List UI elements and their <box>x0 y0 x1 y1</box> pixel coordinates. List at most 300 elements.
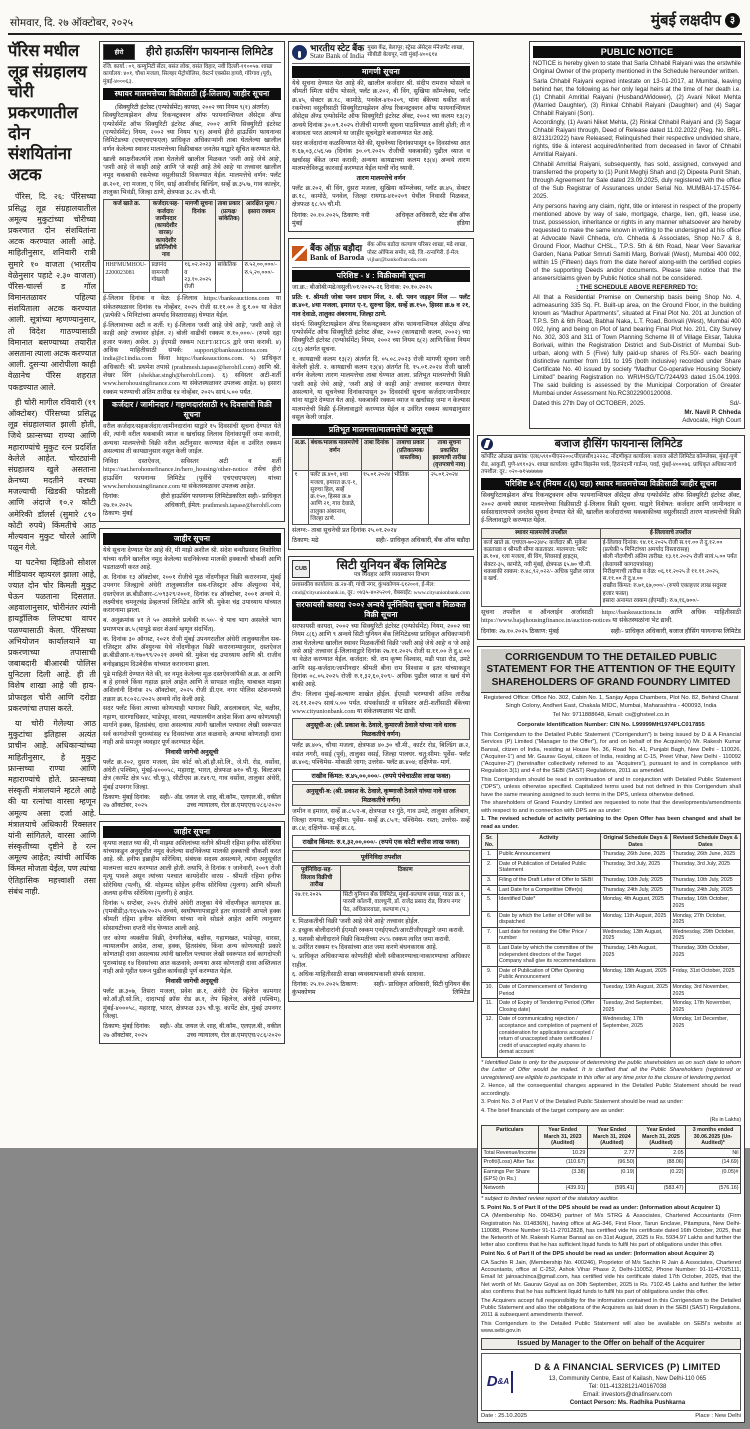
publication-date: २५.०१.२०२४ <box>429 471 470 525</box>
demand-notice-date: १६.०२.२०२३ व २३.१०.२०२५ रोजी <box>182 261 215 293</box>
hero-intro <box>103 112 281 197</box>
dna-email: Email: investors@dnafinserv.com <box>583 1391 672 1398</box>
hero-address: रजि. कार्या.: ०९, कम्युनिटी सेंटर, बसंत लोक, वसंत विहार, नवी दिल्ली-११००५७. शाखा कार्यालय: ४०१, चौथा मजला, सिल्व्हर मेट्रोपोलिस, वेस्टर्न एक्स्प्रेस हायवे, गोरेगाव (पूर्व), मुंबई-४०००६३. <box>103 64 273 85</box>
sbi-address: मुख्य केंद्र, बेलापूर; स्ट्रेस्ड ॲसेट्स मॅनेजमेंट शाखा, सीबीडी बेलापूर, नवी मुंबई-४००६१४ <box>367 45 464 59</box>
fy2025-value: (583.47) <box>636 1184 685 1194</box>
corrigendum-paragraph: The shareholders of Grand Foundry Limited are requested to note that the developments/amendments with respect to and in connection with DPS are as under: <box>481 800 741 814</box>
bob-schedule-table <box>292 438 470 525</box>
public-notice-marathi-2 <box>99 821 285 1044</box>
cub-term-item: ६. अधिक माहितीसाठी शाखा व्यवस्थापकाशी संपर्क साधावा. <box>292 970 425 978</box>
schedule-activity: Date of Publication of Detailed Public Statement <box>497 859 601 875</box>
bob-sale-notice <box>288 238 474 549</box>
cub-term-item: २. इच्छुक बोलीदारांनी ईएमडी रक्कम एनईएफटी/आरटीजीएसद्वारे जमा करावी. <box>292 926 465 934</box>
bajaj-footer-left: दिनांक: २७.१०.२०२५ ठिकाण: मुंबई <box>481 627 559 635</box>
hero-band-sale: स्थावर मालमत्तेच्या विक्रीसाठी (ई-लिलाव) जाहीर सूचना <box>103 88 281 100</box>
schedule-activity: Date of Expiry of Tendering Period (Offer Closing date) <box>497 999 601 1015</box>
sbi-footer-sign: अधिकृत अधिकारी, स्टेट बँक ऑफ इंडिया <box>395 211 470 228</box>
bajaj-auction-line: इसारा अनामत रक्कम (ईएमडी): रु.७,१६,७००/- <box>602 597 699 604</box>
notice1-footer-sign: सही/- ॲड. जयल जे. शाह, बी.कॉम., एलएल.बी., वकील उच्च न्यायालय, रोल क्र.एमएएच/२८६/२०२० <box>159 794 281 810</box>
schedule-revised-date: Friday, 31st October, 2025 <box>671 966 741 982</box>
schedule-body <box>482 850 741 1058</box>
bob-attach-line: संलग्न:- ताबा सूचनेची प्रत दिनांक २५.०१.२०२४ <box>292 527 397 535</box>
public-notice-schedule-heading: : THE SCHEDULE ABOVE REFERRED TO: <box>576 284 698 292</box>
notice1-paragraph: अ. दिनांक १३ ऑक्टोबर, २००१ रोजीचे मूळ नोंदणीकृत विक्री करारनामा, मुंबई उपनगर जिल्ह्याचे अंधेरी तालुक्यातील सब-रजिस्ट्रार ऑफ ॲश्युरन्स येथे, दस्तऐवज क्र.बीडीआर-८/०९३२९/२००१, दिनांक १४ ऑक्टोबर, २००१ अन्वये मे. लक्ष्मीचंद चमनूरचंद्र डेव्हलपर्स लिमिटेड आणि श्री. मुकेश चंद्र उपाध्याय यांच्यात करारनामा झाला. <box>103 574 281 615</box>
bob-footer-left: ठिकाण: मढे <box>292 537 319 545</box>
schedule-row <box>482 1015 741 1058</box>
cub-address: प्रशासकीय कार्यालय: क्र.२४-बी, गांधी नगर, कुंभकोणम-६१२००१, ई-मेल: cmd@cityunionbank.in, दूर.: ०४३५-४०२५२०१, वेबसाईट: www.cityunionbank.com <box>292 582 470 596</box>
schedule-activity: Date of Publication of Offer Opening Public Announcement <box>497 966 601 982</box>
schedule-activity: Public Announcement <box>497 850 601 860</box>
sbi-logo-icon <box>292 45 307 60</box>
hero-brand-row <box>103 44 281 63</box>
public-notice-paragraph: NOTICE is hereby given to state that Sarla Chhabil Raiyani was the erstwhile Original Owner of the property mentioned in the Schedule hereunder written. <box>533 60 741 76</box>
bajaj-auction-line: ई-लिलाव दिनांक: १४.११.२०२५ रोजी स.११.०० ते दु.१२.०० (प्रत्येकी ५ मिनिटांच्या अमर्याद विस्तारासह) <box>602 539 723 554</box>
hero-paragraph: निविदा दस्तऐवज, सविस्तर अटी व शर्ती https://uat.herohomefinance.in/hero_housing/other-notice तसेच हीरो हाऊसिंग फायनान्स लिमिटेड (पूर्वीचे एचएचएफएल) यांच्या www.herohousingfinance.com या संकेतस्थळावर उपलब्ध आहेत. <box>103 457 281 491</box>
bajaj-address: कॉर्पोरेट ओळख क्रमांक: एल६५९१०पीएन२००८पीएलसी१३२२२८. नोंदणीकृत कार्यालय: बजाज ऑटो लिमिटेड कॉम्प्लेक्स, मुंबई-पुणे रोड, आकुर्डी, पुणे-४११०३५. शाखा कार्यालय: सुप्रीम बिझनेस पार्क, हिरानंदानी गार्डन्स, पवई, मुंबई-४०००७६. प्राधिकृत अधिकाऱ्याचे तपशील: दूर.: ०२०-७१५७७७७७ <box>481 454 738 475</box>
hero-table-header: आरक्षित मूल्य / इसारा रक्कम <box>242 200 280 261</box>
bob-table-header: ताबाचा प्रकार (प्रतिकात्मक/वास्तविक) <box>392 439 429 471</box>
financials-row <box>482 1158 741 1168</box>
corrigendum-item5a: 5. Point No. 5 of Part II of the DPS should be read as under: (Information about Acquirer 1) <box>481 1204 721 1211</box>
cub-tender-table <box>292 865 470 915</box>
article-paragraph: ही चोरी मागील रविवारी (१९ ऑक्टोबर) पॅरिसच्या प्रसिद्ध लूव्र संग्रहालयात झाली होती, जिथे फ्रान्सच्या राण्या आणि महाराण्यांचे मुकुट रत्न प्रदर्शित केलेले आहेत. चोरट्यांनी संग्रहालय खुले असताना क्रेनच्या मदतीने वरच्या मजल्याची खिडकी फोडली आणि अंदाजे १०.२ कोटी अमेरिकी डॉलर्स (सुमारे ८९० कोटी रुपये) किंमतीचे आठ मौल्यवान मुकुट चोरले आणि पळून गेले. <box>8 397 96 553</box>
public-notice-band: PUBLIC NOTICE <box>533 46 741 58</box>
public-notice-english <box>529 41 745 429</box>
schedule-row <box>482 999 741 1015</box>
cub-footer-left: दिनांक: २५.१०.२०२५ ठिकाण: कुंभकोणम <box>292 980 359 997</box>
tender-date: २७.११.२०२५ <box>293 891 341 916</box>
cub-reserve-b: राखीव किंमत: रु.१,३२,००,०००/- (रुपये एक कोटी बत्तीस लाख फक्त) <box>292 835 470 848</box>
financials-header: 3 months ended 30.06.2025 (Un-Audited)* <box>686 1125 741 1148</box>
hero-table-header: कर्ज खाते क्र. <box>104 200 150 261</box>
acquirer1-info: CA (Membership No. 094834) partner of M/s STRG & Associates, Chartered Accountants (Firm Registration No. 014836N), having office at AG-346, First Floor, Tarun Enclave, Pitampura, New Delhi-110088, Phone Number 91-11-27012828, has certified vide his certificate dated 16th October, 2025, that the Networth of Mr. Rakesh Kumar Bansal as on 31st August, 2025 is Rs. 5934.97 Lakhs and further the letter also confirms that he has sufficient liquid funds to fulfil his part of obligations under this offer. <box>481 1213 741 1249</box>
notice2-band: जाहीर सूचना <box>103 826 281 838</box>
notice2-paragraph: दिनांक ५ सप्टेंबर, २०२५ रोजीचे अंधेरी तालुका येथे नोंदणीकृत कागदपत्र क्र.(एमबीडी)३/१६५४७/२०२५ अन्वये, स्वघोषणापत्राद्वारे इतर वारसांनी आपले हक्क श्रीमती रहिमा हनीफ सोरेथिया यांच्या नावे सोडले आहेत आणि त्यानुसार सोसायटीच्या दप्तरी नोंद घेण्यात आली आहे. <box>103 899 281 932</box>
schedule-activity: Identified Date* <box>497 895 601 911</box>
bob-paragraph: १. कायद्याची कलम १३(२) अंतर्गत दि. ०५.०८.२०२३ रोजी मागणी सूचना जारी केलेली होती. २. कायद्याची कलम १३(४) अंतर्गत दि. १५.०१.२०२४ रोजी खाली वर्णन केलेल्या तारण मालमत्तेचा ताबा घेण्यात आला. प्रतिभूत मालमत्तेची विक्री 'जशी आहे जेथे आहे', 'जशी आहे जे काही आहे' तत्त्वावर करण्यात येणार असल्याने, या सूचनेच्या दिनांकापासून ३० दिवसांची सूचना कर्जदार/जामीनदार यांना याद्वारे देण्यात येत आहे. थकबाकी रक्कम व्याज व खर्चासह जमा न केल्यास मालमत्तेची विक्री ई-लिलावाद्वारे करण्यात येईल व उर्वरित रक्कम कायद्यानुसार वसूल केली जाईल. <box>292 355 470 422</box>
corrigendum-tel-line: Tel No: 9711888648, Email: cs@ghsteel.co.in <box>552 712 670 719</box>
hero-footer-left: दिनांक: २७.१०.२०२५ ठिकाण: मुंबई <box>103 493 133 518</box>
notice1-paragraph: क. दिनांक ३० ऑगस्ट, २०२१ रोजी मुंबई उपनगरातील अंधेरी तालुक्यातील सब-रजिस्ट्रार ऑफ ॲश्युरन्स येथे नोंदणीकृत विक्री करारनाम्यानुसार, दस्तऐवज क्र.बीडीआर-१/१७०९९/२०२१ अन्वये श्री. मुकेश चंद्र उपाध्याय आणि श्री. राजीव बनोइब्राह्मम दिउबेदीक यांच्यात करारनामा झाला. <box>103 635 281 668</box>
hero-subtitle: (सिक्युरिटी इंटरेस्ट (एन्फोर्समेंट) कायदा, २००२ च्या नियम ९(१) अंतर्गत) <box>115 103 269 111</box>
schedule-sr: 4. <box>482 885 498 895</box>
corrigendum-place: Place : New Delhi <box>695 1412 741 1419</box>
cub-table-header: पूर्वनिविदा-सह-लिलाव विक्रीची तारीख <box>293 866 341 891</box>
bajaj-table-row <box>482 538 741 606</box>
cub-term-item: १. मिळकतीची विक्री 'जशी आहे जेथे आहे' तत्त्वावर होईल. <box>292 917 420 925</box>
loan-account-no: HHFMUMHOU-2200023081 <box>104 261 150 293</box>
bob-schedule-band: प्रतिभूत मालमत्ता/मालमत्तेची अनुसूची <box>292 424 470 436</box>
fy2024-value: (96.50) <box>587 1158 636 1168</box>
possession-type: सांकेतिक <box>215 261 242 293</box>
fy2024-value: (0.19) <box>587 1167 636 1183</box>
article-paragraph: या चोरी गेलेल्या आठ मुकुटांचा इतिहास अत्यंत प्राचीन आहे. अधिकाऱ्यांच्या माहितीनुसार, हे मुकुट फ्रान्सच्या राण्या आणि महाराण्यांचे होते. फ्रान्सच्या संस्कृती मंत्रालयाने म्हटले आहे की या रत्नांचा वारसा म्हणून अमूल्य असा दर्जा आहे. मंत्रालयाचे अधिकारी रिक्सलर यांनी सांगितले, वारसा आणि संस्कृतीच्या दृष्टीने हे रत्न अमूल्य आहेत; त्यांची आर्थिक किंमत मोजता येईल, पण त्यांचा ऐतिहासिक महत्त्वाशी तसा संबंध नाही. <box>8 719 96 896</box>
schedule-revised-date: Monday, 1st December, 2025 <box>671 1015 741 1058</box>
sbi-band: मागणी सूचना <box>292 66 470 78</box>
schedule-original-date: Monday, 18th August, 2025 <box>601 966 671 982</box>
hero-table-header: मागणी सूचना दिनांक <box>182 200 215 261</box>
notice2-paragraph: कृपया लक्षात घ्या की, मी माझ्या अशिलांच्या वतीने श्रीमती रहिमा हनीफ सोरेथिया यांच्याकडून अनुसूचीत नमूद केलेल्या सदनिकेच्या मालकी हक्काची चौकशी करत आहे. श्री. हनीफ इब्राहीम सोरेथिया, संबंधक सदस्य असल्याने, त्यांना अनुसूचीत मालमत्ता वाटप करण्यात आली होती. तथापि, ते दिनांक १ जानेवारी, २००९ रोजी मृत्यू पावले असून त्यांच्या पश्चात कायदेशीर वारस - श्रीमती रहिमा हनीफ सोरेथिया (पत्नी), श्री. मोहम्मद सोहेल हनीफ सोरेथिया (मुलगा) आणि श्रीमती अलया हनीफ सोरेथिया (मुलगी) हे आहेत. <box>103 839 281 897</box>
public-notice-paragraph: Accordingly, (1) Avani Niket Mehta, (2) Rinkal Chhabil Raiyani and (3) Sagar Chhabil Raiyani through, Deed of Release dated 11.02.2022 (Reg. No. BRL-8/2131/2022) have Released; Relinquished their respective undivided share, rights, title & interest acquired/inherited from deceased in favor of Chhabil Amritlal Raiyani. <box>533 119 741 159</box>
cub-footer-sign: सही/- प्राधिकृत अधिकारी, सिटी युनियन बँक लिमिटेड <box>373 980 470 997</box>
cub-table-header: ठिकाण <box>341 866 470 891</box>
reserve-price-emd: रु.५२,००,०००/- रु.५,२०,०००/- <box>242 261 280 293</box>
bajaj-auction-cell <box>601 538 741 606</box>
bajaj-title: बजाज हौसिंग फायनान्स लिमिटेड <box>554 438 683 451</box>
schedule-sr: 9. <box>482 966 498 982</box>
corrigendum-item3: 3. Point No. 3 of Part V of the Detailed Public Statement should be read as under: <box>481 1099 684 1106</box>
schedule-original-date: Tuesday, 19th August, 2025 <box>601 982 671 998</box>
schedule-original-date: Thursday, 10th July, 2025 <box>601 876 671 886</box>
schedule-row <box>482 982 741 998</box>
schedule-sr: 5. <box>482 895 498 911</box>
corrigendum-cin-line: Corporate Identification Number: CIN No. L99999MH1974PLC017855 <box>517 722 705 729</box>
fy2023-value: (3.38) <box>538 1167 587 1183</box>
bob-table-header: अ.क्र. <box>293 439 309 471</box>
article-body <box>8 191 96 897</box>
schedule-sr: 2. <box>482 859 498 875</box>
q1-2025-value: (0.05)# <box>686 1167 741 1183</box>
dna-company: D & A FINANCIAL SERVICES (P) LIMITED <box>534 1361 721 1372</box>
financials-row <box>482 1184 741 1194</box>
schedule-sr: 11. <box>482 999 498 1015</box>
bajaj-auction-line: बोली नोंदणीची अंतिम तारीख: १३.११.२०२५ रोजी सायं.५.०० पर्यंत (केवायसी कागदपत्रांसह) <box>602 554 737 568</box>
hero-table-row <box>104 261 281 293</box>
schedule-original-date: Thursday, 3rd July, 2025 <box>601 859 671 875</box>
louvre-article <box>8 41 96 901</box>
hero-auction-table <box>103 199 281 293</box>
bob-table-body <box>293 471 470 525</box>
sbi-paragraph: येथे सूचना देण्यात येत आहे की, खालील कर्जदार श्री. संदीप रामराव भोसले व श्रीमती स्मिता संदीप भोसले, फ्लॅट क्र.२०२, बी विंग, सुखिया कॉम्प्लेक्स, प्लॉट क्र.४५, सेक्टर क्र.१८, कामोठे, पनवेल-४१०२०९, यांना बँकेच्या थकीत कर्ज रकमेच्या वसुलीसाठी सिक्युरिटायझेशन ॲण्ड रिकन्स्ट्रक्शन ऑफ फायनान्शियल ॲसेट्स ॲण्ड एन्फोर्समेंट ऑफ सिक्युरिटी इंटरेस्ट ॲक्ट, २००२ च्या कलम १३(२) अन्वये दिनांक ३०.०९.२०२५ रोजीची मागणी सूचना पाठविण्यात आली होती; ती न बजावता परत आल्याने या जाहीर सूचनेद्वारे बजावण्यात येत आहे. <box>292 79 470 137</box>
sbi-body <box>292 80 470 173</box>
article-paragraph: या घटनेचा व्हिडिओ सोशल मीडियावर व्हायरल झाला आहे, ज्यात दोन चोर किमती मुकुट घेऊन पळताना दिसतात. अहवालानुसार, चोरीनंतर त्यांनी हायड्रॉलिक लिफ्टचा वापर पळण्यासाठी केला. पॅरिसच्या अभियोजन कार्यालयाने या प्रकरणाच्या तपासाची जबाबदारी बीआरबी पोलिस युनिटला दिली आहे. ही ती विशेष शाखा आहे जी हाय-प्रोफाइल चोरी आणि दरोडा प्रकरणांचा तपास करते. <box>8 558 96 713</box>
corrigendum-item2: 2. Hence, all the consequential changes appeared in the Detailed Public Statement should be read accordingly. <box>481 1083 741 1097</box>
bajaj-auction-table <box>481 528 741 607</box>
schedule-activity: Last Date for a Competitive Offer(s) <box>497 885 601 895</box>
schedule-activity: Last date for revising the Offer Price / number <box>497 927 601 943</box>
hero-paragraph: खाली स्वाक्षरीकर्त्याने ताबा घेतलेली खालील मिळकत 'जशी आहे जेथे आहे', 'जशी आहे जे काही आहे' आणि 'जे काही आहे तेथे आहे' या तत्त्वावर खालील नमूद थकबाकी रकमेच्या वसुलीसाठी विकण्यात येईल. मालमत्तेचे वर्णन: फ्लॅट क्र.२०१, २रा मजला, ए विंग, साई आशीर्वाद बिल्डिंग, सर्व्हे क्र.३५/७, गाव काल्हेर, तालुका भिवंडी, जिल्हा ठाणे, क्षेत्रफळ ३८.२५ चौ.मी. <box>103 155 281 197</box>
bob-logo-icon <box>292 246 307 261</box>
schedule-original-date: Tuesday, 2nd September, 2025 <box>601 999 671 1015</box>
schedule-sr: 8. <box>482 943 498 966</box>
issued-by-band: Issued by Manager to the Offer on behalf of the Acquirer <box>481 1338 741 1350</box>
cub-title: सिटी युनियन बँक लिमिटेड <box>336 557 447 572</box>
schedule-activity: Last Date by which the committee of the independent directors of the Target Company shall give its recommendations <box>497 943 601 966</box>
hero-paragraph: सिक्युरिटायझेशन ॲण्ड रिकन्स्ट्रक्शन ऑफ फायनान्शियल ॲसेट्स ॲण्ड एन्फोर्समेंट ऑफ सिक्युरिटी इंटरेस्ट ॲक्ट, २००२ आणि सिक्युरिटी इंटरेस्ट (एन्फोर्समेंट) नियम, २००२ च्या नियम ९(१) अन्वये हीरो हाऊसिंग फायनान्स लिमिटेडच्या (एचएचएफएल) प्राधिकृत अधिकाऱ्यांनी ताबा घेतलेल्या खालील वर्णन केलेल्या स्थावर मालमत्तेच्या विक्रीबाबत जनतेस याद्वारे सूचित करण्यात येते. <box>103 112 281 153</box>
schedule-sr: 12. <box>482 1015 498 1058</box>
bajaj-auction-line: निरीक्षणाची तारीख व वेळ: ०६.११.२०२५ ते ११.११.२०२५, स.११.०० ते दु.४.०० <box>602 568 720 583</box>
sbi-footer-left: दिनांक: २०.१०.२०२५, ठिकाण: नवी मुंबई <box>292 211 370 228</box>
bob-name-en: Bank of Baroda <box>310 252 365 262</box>
bajaj-intro: सिक्युरिटायझेशन ॲण्ड रिकन्स्ट्रक्शन ऑफ फायनान्शियल ॲसेट्स ॲण्ड एन्फोर्समेंट ऑफ सिक्युरिटी इंटरेस्ट ॲक्ट, २००२ अन्वये स्थावर मालमत्तेच्या विक्रीसाठी ई-लिलाव विक्री सूचना. याद्वारे विशेषत: कर्जदार आणि जामीनदार व सर्वसाधारणपणे जनतेस सूचना देण्यात येते की, खालील कर्जदारांच्या थकबाकीच्या वसुलीसाठी तारण मालमत्तेची विक्री ई-लिलावाद्वारे करण्यात येईल. <box>481 492 741 525</box>
hero-band-15days: कर्जदार / जामीनदार / गहाणदारांसाठी १५ दिवसांची विक्री सूचना <box>103 399 281 421</box>
fy2023-value: (439.91) <box>538 1184 587 1194</box>
schedule-revised-date: Thursday, 26th June, 2025 <box>671 850 741 860</box>
sebi-website-line: This Corrigendum to the Detailed Public Statement will also be available on SEBI's website at www.sebi.gov.in <box>481 1321 741 1335</box>
masthead-date: सोमवार, दि. २७ ऑक्टोबर, २०२५ <box>10 18 134 29</box>
corrigendum-reg-office: Registered Office: Office No. 302, Cabin No. 1, Sanjay Appa Chambers, Plot No. 82, Behind Charat Singh Colony, Andheri East, Chakala MIDC, Mumbai, Maharashtra - 400093, India <box>483 694 739 709</box>
bajaj-brand-row <box>481 438 741 453</box>
schedule-header: Activity <box>497 834 601 850</box>
financials-header: Year Ended March 31, 2025 (Audited) <box>636 1125 685 1148</box>
notice1-paragraph: पुढे माहिती देण्यात येते की, वर नमूद केलेल्या मूळ दस्तऐवजांपैकी अ.क्र. अ आणि ब हे हरवले किंवा गहाळ झाले आहेत आणि ते सापडत नाहीत; याबाबत माझ्या अशिलांनी दिनांक २५ ऑक्टोबर, २०२५ रोजी डी.एन. नगर पोलिस स्टेशनमध्ये तक्रार क्र.१८०२८/२०२५ अन्वये नोंद केली आहे. <box>103 670 281 703</box>
notice1-paragraph: येथे सूचना देण्यात येत आहे की, मी माझे अशील श्री. संदेश बन्सीप्रसाद लिशोरिया यांच्या वतीने खालील नमूद केलेल्या सदनिकेच्या मालकी हक्काची चौकशी आणि पडताळणी करत आहे. <box>103 547 281 572</box>
notice2-body <box>103 840 281 977</box>
cub-band: सरफायसी कायदा २००२ अन्वये पूर्ननिविदा सूचना व मिळकत विक्री सूचना <box>292 599 470 621</box>
schedule-original-date: Monday, 4th August, 2025 <box>601 895 671 911</box>
cub-paragraph: सरफायसी कायदा, २००२ च्या सिक्युरिटी इंटरेस्ट (एन्फोर्समेंट) नियम, २००२ च्या नियम ८(६) आणि ९ अन्वये सिटी युनियन बँक लिमिटेडच्या प्राधिकृत अधिकाऱ्यांनी ताबा घेतलेल्या खालील स्थावर मिळकतींची विक्री 'जशी आहे जेथे आहे' व 'जे आहे जसे आहे' तत्त्वावर ई-लिलावाद्वारे दिनांक २७.११.२०२५ रोजी स.११.०० ते दु.४.०० या वेळेत करण्यात येईल. कर्जदार: श्री. राम कृष्ण विश्वास, मढी पाडा रोड, उमटे आणि सह-कर्जदार/जामीनदार श्रीमती बीना राम विश्वास व इतर यांच्याकडून दिनांक ०८.०५.२०२५ रोजी रु.१,३२,६०,२०९/- अधिक पुढील व्याज व खर्च येणे बाकी आहे. <box>292 622 470 689</box>
hero-bottom <box>103 423 281 491</box>
bob-name-hi: बैंक ऑफ़ बड़ौदा <box>310 243 363 254</box>
advocate-title: Advocate, High Court <box>682 417 741 424</box>
possession-date: १५.०१.२०२४ <box>361 471 392 525</box>
c ub-reserve-a: राखीव किंमत: रु.४५,००,०००/- (रुपये पंचेचाळीस लाख फक्त) <box>292 769 470 782</box>
borrower-name: प्रज्ञानंद वामनजी गोखले <box>150 261 183 293</box>
fy2024-value: (595.41) <box>587 1184 636 1194</box>
financials-row <box>482 1148 741 1158</box>
financials-header: Year Ended March 31, 2024 (Audited) <box>587 1125 636 1148</box>
corrigendum-item5b: Point No. 6 of Part II of the DPS should be read as under: (Information about Acquirer 2) <box>481 1251 714 1258</box>
cub-table-header-row <box>293 866 470 891</box>
particular-label: Earnings Per Share (EPS) (in Rs.) <box>482 1167 539 1183</box>
advocate-name: Mr. Navil P. Chheda <box>684 408 741 416</box>
notice1-footer-left: ठिकाण: मुंबई दिनांक: २७ ऑक्टोबर, २०२५ <box>103 794 151 810</box>
bajaj-sale-notice <box>477 435 745 640</box>
fy2025-value: (88.06) <box>636 1158 685 1168</box>
notice1-schedule: फ्लॅट क्र.२०२, दुसरा मजला, प्रेम कोर्ट को.ऑ.हौ.सो.लि., जे.पी. रोड, वर्सोवा, अंधेरी (पश्चिम), मुंबई-४०००५८, महाराष्ट्र, भारत, क्षेत्रफळ ७१० चौ.फू. बिल्टअप क्षेत्र (कार्पेट क्षेत्र ५४८ चौ.फू.), सीटीएस क्र.१४१/ए, गाव वर्सोवा, तालुका अंधेरी, मुंबई उपनगर जिल्हा. <box>103 758 281 791</box>
cub-term-item: ५. प्राधिकृत अधिकाऱ्यास कोणतीही बोली स्वीकारण्याचा/नाकारण्याचा अधिकार राहील. <box>292 953 470 969</box>
masthead-title <box>651 10 740 30</box>
cub-sale-notice <box>288 556 474 1002</box>
notice1-body <box>103 547 281 747</box>
corrigendum-item1: 1. The revised schedule of activity pertaining to the Open Offer has been changed and shall be read as under. <box>481 816 741 830</box>
corrigendum-date: Date : 25.10.2025 <box>481 1412 528 1419</box>
cub-tagline: पत्र व्यवहार आणि व्यवस्थापन विभाग <box>353 571 430 578</box>
schedule-original-date: Thursday, 24th July, 2025 <box>601 885 671 895</box>
cub-paragraph: टीप: लिलाव मुंबई-कल्याण शाखेत होईल. ईएमडी भरण्याची अंतिम तारीख २६.११.२०२५ सायं.५.०० पर्यंत. संपर्कासाठी व सविस्तर अटी-शर्तींसाठी बँकेच्या www.cityunionbank.com या संकेतस्थळास भेट द्यावी. <box>292 691 470 715</box>
bob-table-header: ताबा सूचना प्रकाशित झाल्याची तारीख (वृत्तपत्राचे नाव) <box>429 439 470 471</box>
public-notice-marathi-1 <box>99 528 285 814</box>
bajaj-property-cell: कर्ज खाते क्र. एचएल-७०२३४५: कर्जदार श्री. मुकेश कडताळा व श्रीमती सीमा कडताळा. मालमत्ता: फ्लॅट क्र.१०४, १ला मजला, बी विंग, शिवसाई हाइट्स, सेक्टर-३५, कामोठे, नवी मुंबई, क्षेत्रफळ ६५.७० चौ.मी. थकबाकी रक्कम: रु.४८,९२,०२२/- अधिक पुढील व्याज व खर्च. <box>482 538 601 606</box>
corrigendum-title: CORRIGENDUM TO THE DETAILED PUBLIC STATEMENT FOR THE ATTENTION OF THE EQUITY SHAREHOLDERS OF GRAND FOUNDRY LIMITED <box>481 649 741 693</box>
financials-header: Particulars <box>482 1125 539 1148</box>
schedule-row <box>482 885 741 895</box>
schedule-sr: 6. <box>482 911 498 927</box>
sbi-property: फ्लॅट क्र.२०२, बी विंग, दुसरा मजला, सुखिया कॉम्प्लेक्स, प्लॉट क्र.४५, सेक्टर क्र.१८, कामोठे, पनवेल, जिल्हा रायगड-४१०२०९ येथील निवासी मिळकत, क्षेत्रफळ ६८.५५ चौ.मी. <box>292 184 470 209</box>
cub-schedule-b-heading: अनुसूची-ब: (श्री. प्रकाश के. ठेवाले, कृष्णाजी ठेवाले यांच्या नावे धारक मिळकतीचे वर्णन) <box>292 784 470 806</box>
corrigendum-paragraph: This Corrigendum to the Detailed Public Statement (“Corrigendum”) is being issued by D & A Financial Services (P) Limited (“Manager to the Offer”), for and on behalf of the Acquirer(s) Mr. Rakesh Kumar Bansal, citizen of India, residing at House No. 36, Road No. 41, Punjabi Bagh, New Delhi - 110026, (“Acquirer-1”) and Mr. Gaurav Goyal, citizen of India, residing at C-15, Preet Vihar, New Delhi - 110092 (“Acquirer-2”) (hereinafter collectively referred to as “Acquirers”), pursuant to and in compliance with Regulation 3(1) and 4 of the SEBI (SAST) Regulations, 2011 as amended. <box>481 732 741 775</box>
schedule-revised-date: Monday, 17th November, 2025 <box>671 999 741 1015</box>
sbi-property-heading: तारण मालमत्तेचे वर्णन <box>356 174 406 182</box>
schedule-activity: Date of Commencement of Tendering Period <box>497 982 601 998</box>
schedule-revised-date: Monday, 3rd November, 2025 <box>671 982 741 998</box>
possession-type: भौतिक <box>392 471 429 525</box>
bajaj-auction-line: राखीव किंमत: रु.७१,६७,०००/- (रुपये एकाहत्तर लाख सदुसष्ट हजार फक्त) <box>602 583 727 597</box>
bob-band: परिशिष्ट - ४ : विक्रीकामी सूचना <box>292 270 470 282</box>
schedule-original-date: Wednesday, 17th September, 2025 <box>601 1015 671 1058</box>
public-notice-paragraph: Chhabil Amritlal Raiyani, subsequently, has sold, assigned, conveyed and transferred the property to (1) Punit Meghji Shah and (2) Dipeeta Punit Shah, through Agreement for Sale dated 23.09.2025, duly registered with the office of the Sub Registrar of Assurances under Serial No. MUMBAI-17-15764-2025. <box>533 160 741 200</box>
fy2024-value: 2.77 <box>587 1148 636 1158</box>
schedule-header: Sr. No. <box>482 834 498 850</box>
notice2-footer-sign: सही/- ॲड. जयल जे. शाह, बी.कॉम., एलएल.बी., वकील उच्च न्यायालय, रोल क्र.एमएएच/२८६/२०२० <box>159 1023 281 1039</box>
q1-2025-value: (576.16) <box>686 1184 741 1194</box>
bajaj-table-header: ई-लिलावाचे तपशील <box>601 528 741 538</box>
page-number-badge: ३ <box>725 13 740 28</box>
cub-table-row <box>293 891 470 916</box>
bajaj-table-header-row <box>482 528 741 538</box>
q1-2025-value: Nil <box>686 1148 741 1158</box>
schedule-activity: Filing of the Draft Letter of Offer to SEBI <box>497 876 601 886</box>
schedule-activity: Date by which the Letter of Offer will be dispatched <box>497 911 601 927</box>
bajaj-links-line: सूचना तपशील व ऑनलाईन अर्जासाठी https://bankeauctions.in आणि अधिक माहितीसाठी https://www.bajajhousingfinance.in/auction-notices या संकेतस्थळांना भेट द्यावी. <box>481 609 741 625</box>
cub-table-body <box>293 891 470 916</box>
cub-term-item: ४. उर्वरित रक्कम १५ दिवसांच्या आत जमा करणे बंधनकारक आहे. <box>292 944 438 952</box>
article-paragraph: पॅरिस, दि. २६: पॅरिसच्या प्रसिद्ध लूव्र संग्रहालयातील अमूल्य मुकुटांच्या चोरीच्या प्रकरणात दोन संशयितांना अटक करण्यात आली आहे. माहितीनुसार, शनिवारी रात्री सुमारे १० वाजता (भारतीय वेळेनुसार पहाटे २.३० वाजता) पॅरिस-चार्ल्स ड गॉल विमानतळावर पहिल्या संशयिताला अटक करण्यात आली. सूत्रांच्या म्हणण्यानुसार, तो विदेश गाठण्यासाठी विमानात बसण्याच्या तयारीत असताना त्याला अटक करण्यात आली. दुसऱ्या आरोपीला काही वेळानेच पॅरिस शहरात पकडण्यात आले. <box>8 192 96 392</box>
schedule-header: Original Schedule Days & Dates <box>601 834 671 850</box>
schedule-revised-date: Thursday, 3rd July, 2025 <box>671 859 741 875</box>
hero-table-header: ताबा प्रकार (प्रत्यक्ष/सांकेतिक) <box>215 200 242 261</box>
schedule-original-date: Thursday, 26th June, 2025 <box>601 850 671 860</box>
financials-header-row <box>482 1125 741 1148</box>
bob-parties: प्रति: १. श्रीमती जोबा पवन प्रधान मिंज, २. श्री. पवन जड़हन मिंज — फ्लॅट क्र.४०१, ४था मजला, इमारत ए-१, सुरुचा हिल, सर्व्हे क्र.१५०, हिस्सा क्र.७ व २१, गाव देवाळे, तालुका अंबरनाथ, जिल्हा ठाणे. <box>292 294 470 318</box>
corrigendum-item4: 4. The brief financials of the target company are as under: <box>481 1108 625 1115</box>
sbi-demand-notice <box>288 41 474 232</box>
fy2023-value: 10.29 <box>538 1148 587 1158</box>
cub-schedule-a: फ्लॅट क्र.४०५, चौथा मजला, क्षेत्रफळ ४०.३० चौ.मी., कार्टर रोड, बिल्डिंग क्र.२, वसंत नगरी, वसई (पूर्व), तालुका वसई, जिल्हा पालघर. चतु:सीमा: पूर्वेस- फ्लॅट क्र.४०६; पश्चिमेस- मोकळी जागा; उत्तरेस- फ्लॅट क्र.४०४; दक्षिणेस- मार्ग. <box>292 742 470 766</box>
serial-no: १ <box>293 471 309 525</box>
fy2023-value: (110.67) <box>538 1158 587 1168</box>
schedule-activity: Date of communicating rejection / acceptance and completion of payment of consideration for applications accepted / return of unaccepted share certificates / credit of unaccepted equity shares to demat account <box>497 1015 601 1058</box>
financials-note: * subject to limited review report of the statutory auditor. <box>481 1195 619 1202</box>
tender-venue: सिटी युनियन बँक लिमिटेड, मुंबई-कल्याण शाखा, गाळा क्र.१, पारसी कॉलनी, वालधुनी, डॉ. राजेंद्र प्रसाद रोड, विजय नगर पेठ, अधिकारवाडा, कल्याण (प.) <box>341 891 470 916</box>
cub-term-item: ३. यशस्वी बोलीदाराने विक्री किमतीच्या २५% रक्कम त्वरित जमा करावी. <box>292 935 451 943</box>
sbi-paragraph: सदर कर्जदारांना कळविण्यात येते की, सूचनेच्या दिनांकापासून ६० दिवसांच्या आत रु.६७,०३,८५६.५७ (दिनांक ३०.०९.२०२५ रोजीची थकबाकी) पुढील व्याज व खर्चासह बँकेत जमा करावी; अन्यथा कायद्याच्या कलम १३(४) अन्वये तारण मालमत्तेविरुद्ध कारवाई करण्यात येईल याची नोंद घ्यावी. <box>292 139 470 172</box>
dna-address: 13, Community Centre, East of Kailash, New Delhi-110 065 <box>548 1375 707 1382</box>
hero-footer-sign: हीरो हाऊसिंग फायनान्स लिमिटेडकरिता सही/- प्राधिकृत अधिकारी, ईमेल: prathmesh.tapase@herohfl.com <box>160 493 281 509</box>
bob-ref-line: जा.क्र.: बीओबी/मढे/वसुली/०१/२०२५-२६ दिनांक: २०.१०.२०२५ <box>292 284 432 292</box>
bajaj-table-header: स्थावर मालमत्तेचे तपशील <box>482 528 601 538</box>
fy2025-value: 2.05 <box>636 1148 685 1158</box>
notice2-schedule: फ्लॅट क्र.३०७, तिसरा मजला, प्रवेश क्र.१, अंधेरी ग्रेप व्हिलेज कामगार को.ऑ.हौ.सो.लि., दादाभाई क्रॉस रोड क्र.१, तेप व्हिलेज, अंधेरी (पश्चिम), मुंबई-४०००५८, महाराष्ट्र, भारत, क्षेत्रफळ ३३५ चौ.फू. कार्पेट क्षेत्र, मुंबई उपनगर जिल्हा. <box>103 987 281 1020</box>
financials-body <box>482 1148 741 1193</box>
public-notice-dated: Dated this 27th Day of OCTOBER, 2025. <box>533 400 646 408</box>
schedule-row <box>482 876 741 886</box>
schedule-header: Revised Schedule Days & Dates <box>671 834 741 850</box>
schedule-revised-date: Thursday, 30th October, 2025 <box>671 943 741 966</box>
public-notice-schedule: All that a Residential Premise on Ownership basis being Shop No. 4, admeasuring 335 Sq. Ft. Built-up area, on the Ground Floor, in the building known as “Madhur Apartments”, situated at Final Plot No. 201 at Junction of T.P.S. 5th & 6th Road, Babhai Naka, L.T. Road, Borivali (West), Mumbai 400 092, lying and being on Plot of land bearing Final Plot No. 201, City Survey No. 302, 303 and 311 of Town Planning Scheme III of Village Eksar, Taluka Borivali, within the Registration District and Sub-District of Mumbai Sub-urban, along with 5 (Five) fully paid-up shares of Rs.50/- each bearing distinctive number from 191 to 195 (both inclusive) recorded under Share Certificate No. 40 issued by society “Madhur Co-operative Housing Society Limited” bearing Registration no. WRI/HSG/TC/7244/93 dated 15.04.1993. The said building is assessed by the Municipal Corporation of Greater Mumbai under Assessment No.RC3022900120008. <box>533 293 741 398</box>
schedule-revised-date: Thursday, 24th July, 2025 <box>671 885 741 895</box>
schedule-row <box>482 850 741 860</box>
notice1-band: जाहीर सूचना <box>103 533 281 545</box>
hero-title: हीरो हाऊसिंग फायनान्स लिमिटेड <box>146 45 273 58</box>
schedule-revised-date: Thursday, 10th July, 2025 <box>671 876 741 886</box>
schedule-original-date: Monday, 11th August, 2025 <box>601 911 671 927</box>
schedule-sr: 10. <box>482 982 498 998</box>
bob-address: बँक ऑफ बडोदा कल्याण परिसर शाखा, मढे शाखा, पोस्ट ऑफिस समोर, मढे, जि.-रत्नागिरी. ई-मेल: vijhar@bankofbaroda.com <box>367 242 467 263</box>
bob-brand-row <box>292 241 470 268</box>
schedule-sr: 3. <box>482 876 498 886</box>
q1-2025-value: (14.69) <box>686 1158 741 1168</box>
dna-block <box>481 1353 741 1411</box>
cub-brand-row <box>292 559 470 582</box>
schedule-row <box>482 911 741 927</box>
schedule-row <box>482 966 741 982</box>
corrigendum-intro <box>481 732 741 815</box>
dna-tel: Tel: 011-41328121/40167038 <box>588 1383 667 1390</box>
financials-row <box>482 1167 741 1183</box>
public-notice-body <box>533 60 741 283</box>
notice2-footer-left: ठिकाण: मुंबई दिनांक: २७ ऑक्टोबर, २०२५ <box>103 1023 151 1039</box>
bajaj-logo-icon <box>481 438 493 450</box>
sbi-name-hi: भारतीय स्टेट बैंक <box>310 43 365 53</box>
financials-table <box>481 1125 741 1194</box>
hero-paragraph: ई-लिलावाच्या अटी व शर्ती: १) ई-लिलाव 'जशी आहे जेथे आहे', 'जशी आहे जे काही आहे' तत्त्वावर होईल. २) बोली वाढीची रक्कम रु.१०,०००/- (रुपये दहा हजार फक्त) असेल. ३) ईएमडी रक्कम NEFT/RTGS द्वारे जमा करावी. ४) अधिक माहितीसाठी संपर्क: support@bankeauctions.com / india@c1india.com किंवा https://bankeauctions.com. ५) प्राधिकृत अधिकारी: श्री. प्रथमेश तपासे (prathmesh.tapase@herohfl.com) आणि श्री. शेखर सिंग (shekhar.singh@herohfl.com). ६) सविस्तर अटी-शर्ती www.herohousingfinance.com या संकेतस्थळावर उपलब्ध आहेत. ७) इसारा रक्कम भरण्याची अंतिम तारीख १४ नोव्हेंबर, २०२५ सायं.५.०० पर्यंत. <box>103 321 281 396</box>
notice1-paragraph: ब. अनुक्रमांक ४१ ते ५० असलेले प्रत्येकी रु.५०/- चे पाच भाग असलेले भाग प्रमाणपत्र क्र.५ (यापुढे सदर शेअर्स म्हणून संदर्भित). <box>103 617 281 633</box>
particular-label: Total Revenue/Income <box>482 1148 539 1158</box>
identified-date-note: * Identified Date is only for the purpose of determining the public shareholders as on such date to whom the Letter of Offer would be mailed. It is clarified that all the Public Shareholders (registered or unregistered) are eligible to participate in this offer at any time prior to the closure of tendering period. <box>481 1060 741 1081</box>
bob-table-header-row <box>293 439 470 471</box>
corrigendum-grand-foundry <box>477 646 745 1423</box>
hero-housing-notice <box>99 41 285 522</box>
sbi-brand-row <box>292 44 470 64</box>
corrigendum-paragraph: This Corrigendum should be read in continuation of and in conjunction with Detailed Public Statement (“DPS”), unless otherwise specified. Capitalized terms used but not defined in this Corrigendum shall have the same meaning assigned to such terms in the DPS, unless otherwise defined. <box>481 777 741 798</box>
schedule-revised-date: Wednesday, 29th October, 2025 <box>671 927 741 943</box>
hero-paragraph: ई-लिलाव दिनांक व वेळ: ई-लिलाव https://bankeauctions.com या संकेतस्थळावर दिनांक १७ नोव्हेंबर, २०२५ रोजी स.११.०० ते दु.१.०० या वेळेत (प्रत्येकी ५ मिनिटांच्या अमर्याद विस्तारासह) घेण्यात येईल. <box>103 295 281 319</box>
sbi-name-en: State Bank of India <box>310 52 365 61</box>
particular-label: Networth <box>482 1184 539 1194</box>
schedule-header-row <box>482 834 741 850</box>
cub-logo-icon: CUB <box>292 560 310 578</box>
notice1-paragraph: सदर फ्लॅट किंवा त्याच्या कोणत्याही भागावर विक्री, अदलाबदल, भेट, बक्षीस, गहाण, धारणाधिकार, भाडेपट्टा, वारसा, न्यायालयीन आदेश किंवा अन्य कोणत्याही मार्गाने हक्क, हितसंबंध, दावा असल्यास त्यांनी खालील पत्त्यावर लेखी स्वरूपात सर्व कागदोपत्री पुराव्यांसह १४ दिवसांच्या आत कळवावे; अन्यथा कोणताही दावा नाही असे समजून व्यवहार पूर्ण करण्यात येईल. <box>103 705 281 746</box>
schedule-sr: 7. <box>482 927 498 943</box>
paper-name: मुंबई लक्षदीप <box>651 13 721 29</box>
acquirer2-info: CA Sachin R Jain, (Membership No. 400246), Proprietor of M/s Sachin R Jain & Associates, Chartered Accountants, office at C-252, Ashok Vihar Phase 2, Delhi-110052, Phone Number: 91-11-47025111, Email Id: jainsachinca@gmail.com, has certified vide his certificate dated 17th October, 2025, that the Net worth of Mr. Gaurav Goyal as on 30th September, 2025 is Rs. 7102.45 Lakhs and further the letter also confirms that he has sufficient liquid funds to fulfil his part of obligations under this offer. <box>481 1259 741 1295</box>
bob-paragraph: संदर्भ: सिक्युरिटायझेशन ॲण्ड रिकन्स्ट्रक्शन ऑफ फायनान्शियल ॲसेट्स ॲण्ड एन्फोर्समेंट ऑफ सिक्युरिटी इंटरेस्ट ॲक्ट, २००२ (कायद्याची कलम, २००२) च्या सिक्युरिटी इंटरेस्ट (एन्फोर्समेंट) नियम, २००२ च्या नियम ६(२) आणि/किंवा नियम ८(६) अंतर्गत सूचना. <box>292 320 470 353</box>
bob-table-header: ताबा दिनांक <box>361 439 392 471</box>
schedule-row <box>482 943 741 966</box>
offer-schedule-table <box>481 833 741 1058</box>
rs-lakhs-caption: (Rs in Lakhs) <box>709 1116 741 1123</box>
cub-terms <box>292 918 470 979</box>
dna-logo-icon: D &A <box>485 1371 513 1393</box>
schedule-original-date: Thursday, 14th August, 2025 <box>601 943 671 966</box>
hero-logo-icon: हीरो <box>103 44 135 60</box>
notice2-schedule-heading: निवासी जागेची अनुसूची <box>165 978 219 985</box>
notice2-paragraph: जर कोणा व्यक्तीस विक्री, देणगीलेख, बक्षीस, गहाणखत, भाडेपट्टा, वारसा, न्यायालयीन आदेश, ताबा, हक्क, हितसंबंध, किंवा अन्य कोणत्याही प्रकारे कोणताही दावा असल्यास त्यांनी खालील पत्त्यावर लेखी स्वरूपात सर्व कागदोपत्री पुराव्यांसह १४ दिवसांच्या आत कळवावे; अन्यथा असा कोणताही दावा अस्तित्वात नाही असे गृहीत धरून पुढील कार्यवाही पूर्ण करण्यात येईल. <box>103 934 281 976</box>
public-notice-sign <box>682 400 741 425</box>
hero-table-header: कर्जदार/सह-कर्जदार/जामीनदार (कायदेशीर वारस)/कायदेशीर प्रतिनिधीचे नाव <box>150 200 183 261</box>
cub-schedule-a-heading: अनुसूची-अ: (श्री. प्रकाश के. ठेवाले, कुमारजी ठेवाले यांच्या नावे धारक मिळकतीचे वर्णन) <box>292 718 470 740</box>
particular-label: Profit/(Loss) After Tax <box>482 1158 539 1168</box>
schedule-revised-date: Monday, 27th October, 2025 <box>671 911 741 927</box>
financials-header: Year Ended March 31, 2023 (Audited) <box>538 1125 587 1148</box>
property-description: फ्लॅट क्र.४०१, ४था मजला, इमारत क्र.ए-१, सुरुचा हिल, सर्व्हे क्र.१५०, हिस्सा क्र.७ आणि २१, गाव देवाळे, तालुका अंबरनाथ, जिल्हा ठाणे. <box>308 471 361 525</box>
fy2025-value: (0.22) <box>636 1167 685 1183</box>
public-notice-paragraph: Sarla Chhabil Raiyani expired intestate on 13-01-2017, at Mumbai, leaving behind her, the following as her only legal heirs at the time of her death i.e. (1) Chhabil Amritlal Raiyani (Husband/Widower), (2) Avani Niket Mehta (Married Daughter), (3) Rinkal Chhabil Raiyani (Daughter) and (4) Sagar Chhabil Raiyani (Son). <box>533 77 741 117</box>
schedule-revised-date: Thursday, 16th October, 2025 <box>671 895 741 911</box>
schedule-original-date: Wednesday, 13th August, 2025 <box>601 927 671 943</box>
cub-schedule-b: जमीन व इमारत, सर्व्हे क्र.८५/२-ब, क्षेत्रफळ १२ गुंठे, गाव उमटे, तालुका अलिबाग, जिल्हा रायगड. चतु:सीमा: पूर्वेस- सर्व्हे क्र.८५/१; पश्चिमेस- रस्ता; उत्तरेस- सर्व्हे क्र.८४; दक्षिणेस- सर्व्हे क्र.८६. <box>292 808 470 833</box>
bajaj-band: परिशिष्ट ४-ए (नियम ८(६) पहा) स्थावर मालमत्तेच्या विक्रीसाठी जाहीर सूचना <box>481 478 741 490</box>
hero-table-header-row <box>104 200 281 261</box>
cub-tender-heading: पूर्वनिविदा तपशील <box>292 850 470 863</box>
schedule-row <box>482 859 741 875</box>
hero-table-body <box>104 261 281 293</box>
hero-terms <box>103 295 281 397</box>
cub-body <box>292 623 470 716</box>
notice1-schedule-heading: निवासी जागेची अनुसूची <box>165 748 219 756</box>
bajaj-footer-sign: सही/- प्राधिकृत अधिकारी, बजाज हौसिंग फायनान्स लिमिटेड <box>610 627 741 635</box>
